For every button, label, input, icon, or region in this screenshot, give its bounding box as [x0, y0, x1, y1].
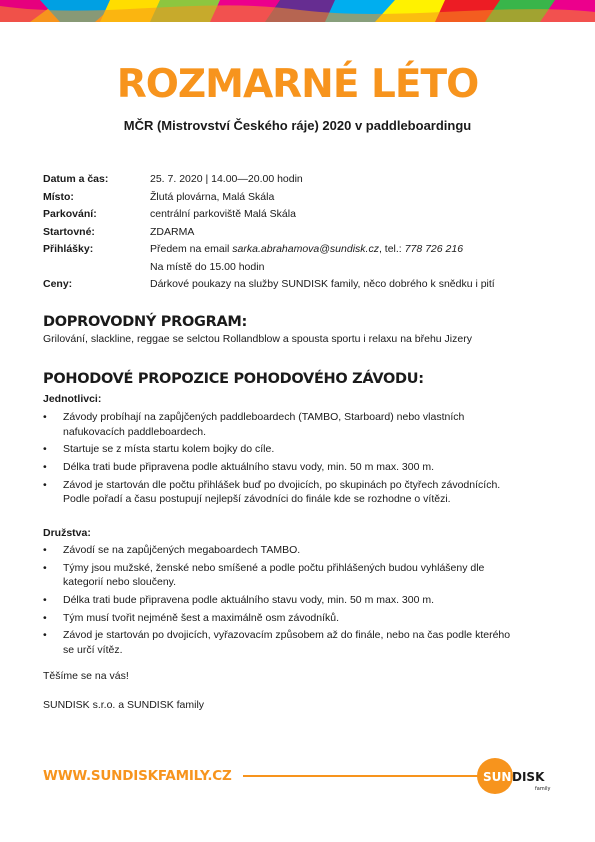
- teams-list: [43, 543, 523, 660]
- list-item-text: Délka trati bude připravena podle aktuálního stavu vody, min. 50 m max. 300 m.: [63, 460, 435, 473]
- detail-row-fee: [43, 224, 495, 242]
- detail-row-prizes: [43, 276, 495, 294]
- list-item-text: Délka trati bude připravena podle aktuálního stavu vody, min. 50 m max. 300 m.: [63, 593, 435, 606]
- detail-value: Žlutá plovárna, Malá Skála: [150, 190, 275, 203]
- list-item-text: Závod je startován dle počtu přihlášek buď po dvojicích, po skupinách po čtyřech závodnících. Podle pořadí a času postupují nejlepší závodníci do finále kde se rozhodne o vítězi.: [63, 478, 501, 506]
- logo-sun-text: SUN: [483, 770, 512, 784]
- website-link[interactable]: WWW.SUNDISKFAMILY.CZ: [43, 768, 232, 784]
- detail-label: Ceny:: [43, 278, 73, 290]
- detail-label: Parkování:: [43, 208, 97, 220]
- footer-divider: [243, 775, 486, 777]
- detail-value: Na místě do 15.00 hodin: [150, 260, 265, 273]
- individuals-label: Jednotlivci:: [43, 393, 102, 405]
- sundisk-logo: [477, 756, 557, 796]
- teams-label: Družstva:: [43, 527, 91, 539]
- list-item-text: Závod je startován po dvojicích, vyřazovacím způsobem až do finále, nebo na čas podle kterého se určí vítěz.: [63, 629, 511, 656]
- bullet: •: [43, 593, 47, 606]
- page-title: ROZMARNÉ LÉTO: [116, 62, 479, 107]
- detail-value: centrální parkoviště Malá Skála: [150, 208, 296, 220]
- list-item: [43, 561, 523, 590]
- list-item: [43, 442, 523, 457]
- phone-number: 778 726 216: [404, 243, 464, 255]
- list-item-text: Závodí se na zapůjčených megaboardech TAMBO.: [63, 544, 301, 556]
- list-item-text: Startuje se z místa startu kolem bojky do cíle.: [63, 443, 275, 456]
- list-item: [43, 628, 523, 657]
- bullet: •: [43, 460, 47, 473]
- list-item-text: Tým musí tvořit nejméně šest a maximálně osm závodníků.: [63, 611, 340, 624]
- program-heading: DOPROVODNÝ PROGRAM:: [43, 314, 248, 330]
- detail-row-place: [43, 189, 495, 207]
- detail-row-parking: [43, 206, 495, 224]
- list-item: [43, 410, 523, 439]
- list-item-text: Závody probíhají na zapůjčených paddleboardech (TAMBO, Starboard) nebo vlastních nafukovacích paddleboardech.: [63, 411, 465, 438]
- bullet: •: [43, 611, 47, 624]
- logo-disk-text: DISK: [512, 770, 545, 784]
- list-item: [43, 593, 523, 608]
- bullet: •: [43, 544, 47, 556]
- detail-label: Přihlášky:: [43, 243, 94, 255]
- bullet: •: [43, 443, 47, 456]
- page-subtitle: MČR (Mistrovství Českého ráje) 2020 v paddleboardingu: [123, 118, 472, 133]
- bullet: •: [43, 629, 47, 642]
- list-item: [43, 543, 523, 558]
- decorative-banner: [0, 0, 595, 22]
- detail-label: Datum a čas:: [43, 173, 109, 185]
- detail-label: Místo:: [43, 190, 74, 203]
- detail-label: Startovné:: [43, 225, 95, 238]
- detail-value: ZDARMA: [150, 225, 195, 238]
- list-item-text: Týmy jsou mužské, ženské nebo smíšené a podle počtu přihlášených budou vyhlášeny dle kategorií nebo sloučeny.: [63, 561, 485, 589]
- program-text: Grilování, slackline, reggae se selctou Rollandblow a spousta sportu i relaxu na břehu Jizery: [43, 333, 472, 345]
- email-link[interactable]: sarka.abrahamova@sundisk.cz: [232, 243, 379, 255]
- tel-label: , tel.:: [378, 243, 405, 255]
- bullet: •: [43, 411, 47, 423]
- individuals-list: [43, 410, 523, 510]
- detail-label: [43, 259, 150, 277]
- bullet: •: [43, 561, 47, 574]
- event-details: [43, 171, 495, 294]
- list-item: [43, 478, 523, 507]
- detail-value: [150, 241, 463, 259]
- detail-row-date: [43, 171, 495, 189]
- bullet: •: [43, 478, 47, 491]
- closing-text: Těšíme se na vás!: [43, 670, 129, 682]
- list-item: [43, 460, 523, 475]
- detail-value: Dárkové poukazy na služby SUNDISK family, něco dobrého k snědku i pití: [150, 278, 495, 290]
- detail-value: 25. 7. 2020 | 14.00—20.00 hodin: [150, 173, 303, 185]
- detail-row-registration-onsite: [43, 259, 495, 277]
- logo-family-text: family: [535, 786, 551, 792]
- registration-prefix: Předem na email: [150, 243, 233, 255]
- signature-text: SUNDISK s.r.o. a SUNDISK family: [43, 699, 205, 711]
- list-item: [43, 611, 523, 626]
- detail-row-registration: [43, 241, 495, 259]
- rules-heading: POHODOVÉ PROPOZICE POHODOVÉHO ZÁVODU:: [43, 371, 424, 387]
